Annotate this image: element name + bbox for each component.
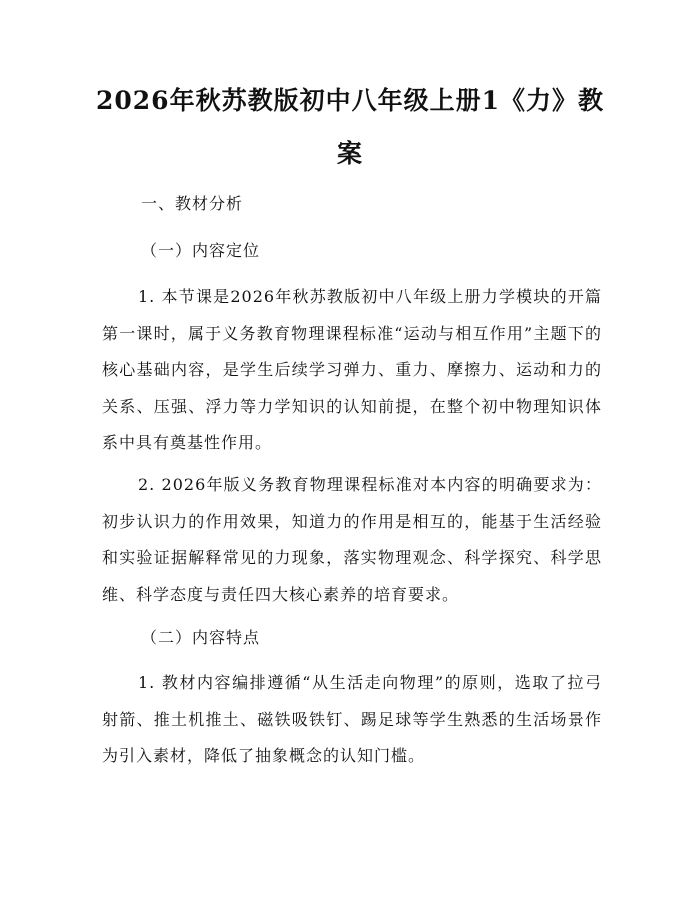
body-paragraph-1: 1. 本节课是2026年秋苏教版初中八年级上册力学模块的开篇第一课时，属于义务教育物理课程标准“运动与相互作用”主题下的核心基础内容，是学生后续学习弹力、重力、摩擦力、运动和力的关系、压强、浮力等力学知识的认知前提，在整个初中物理知识体系中具有奠基性作用。 [102, 287, 602, 452]
subsection-heading-content-features: （二）内容特点 [141, 628, 261, 647]
body-paragraph-2: 2. 2026年版义务教育物理课程标准对本内容的明确要求为：初步认识力的作用效果，知道力的作用是相互的，能基于生活经验和实验证据解释常见的力现象，落实物理观念、科学探究、科学思维、科学态度与责任四大核心素养的培育要求。 [102, 475, 602, 604]
document-title-line-2: 案 [336, 139, 363, 168]
document-title-line-1: 2026年秋苏教版初中八年级上册1《力》教 [96, 86, 604, 115]
body-paragraph-3: 1. 教材内容编排遵循“从生活走向物理”的原则，选取了拉弓射箭、推土机推土、磁铁吸铁钉、踢足球等学生熟悉的生活场景作为引入素材，降低了抽象概念的认知门槛。 [102, 673, 602, 765]
subsection-heading-content-positioning: （一）内容定位 [141, 241, 261, 260]
section-heading-textbook-analysis: 一、教材分析 [141, 194, 244, 213]
